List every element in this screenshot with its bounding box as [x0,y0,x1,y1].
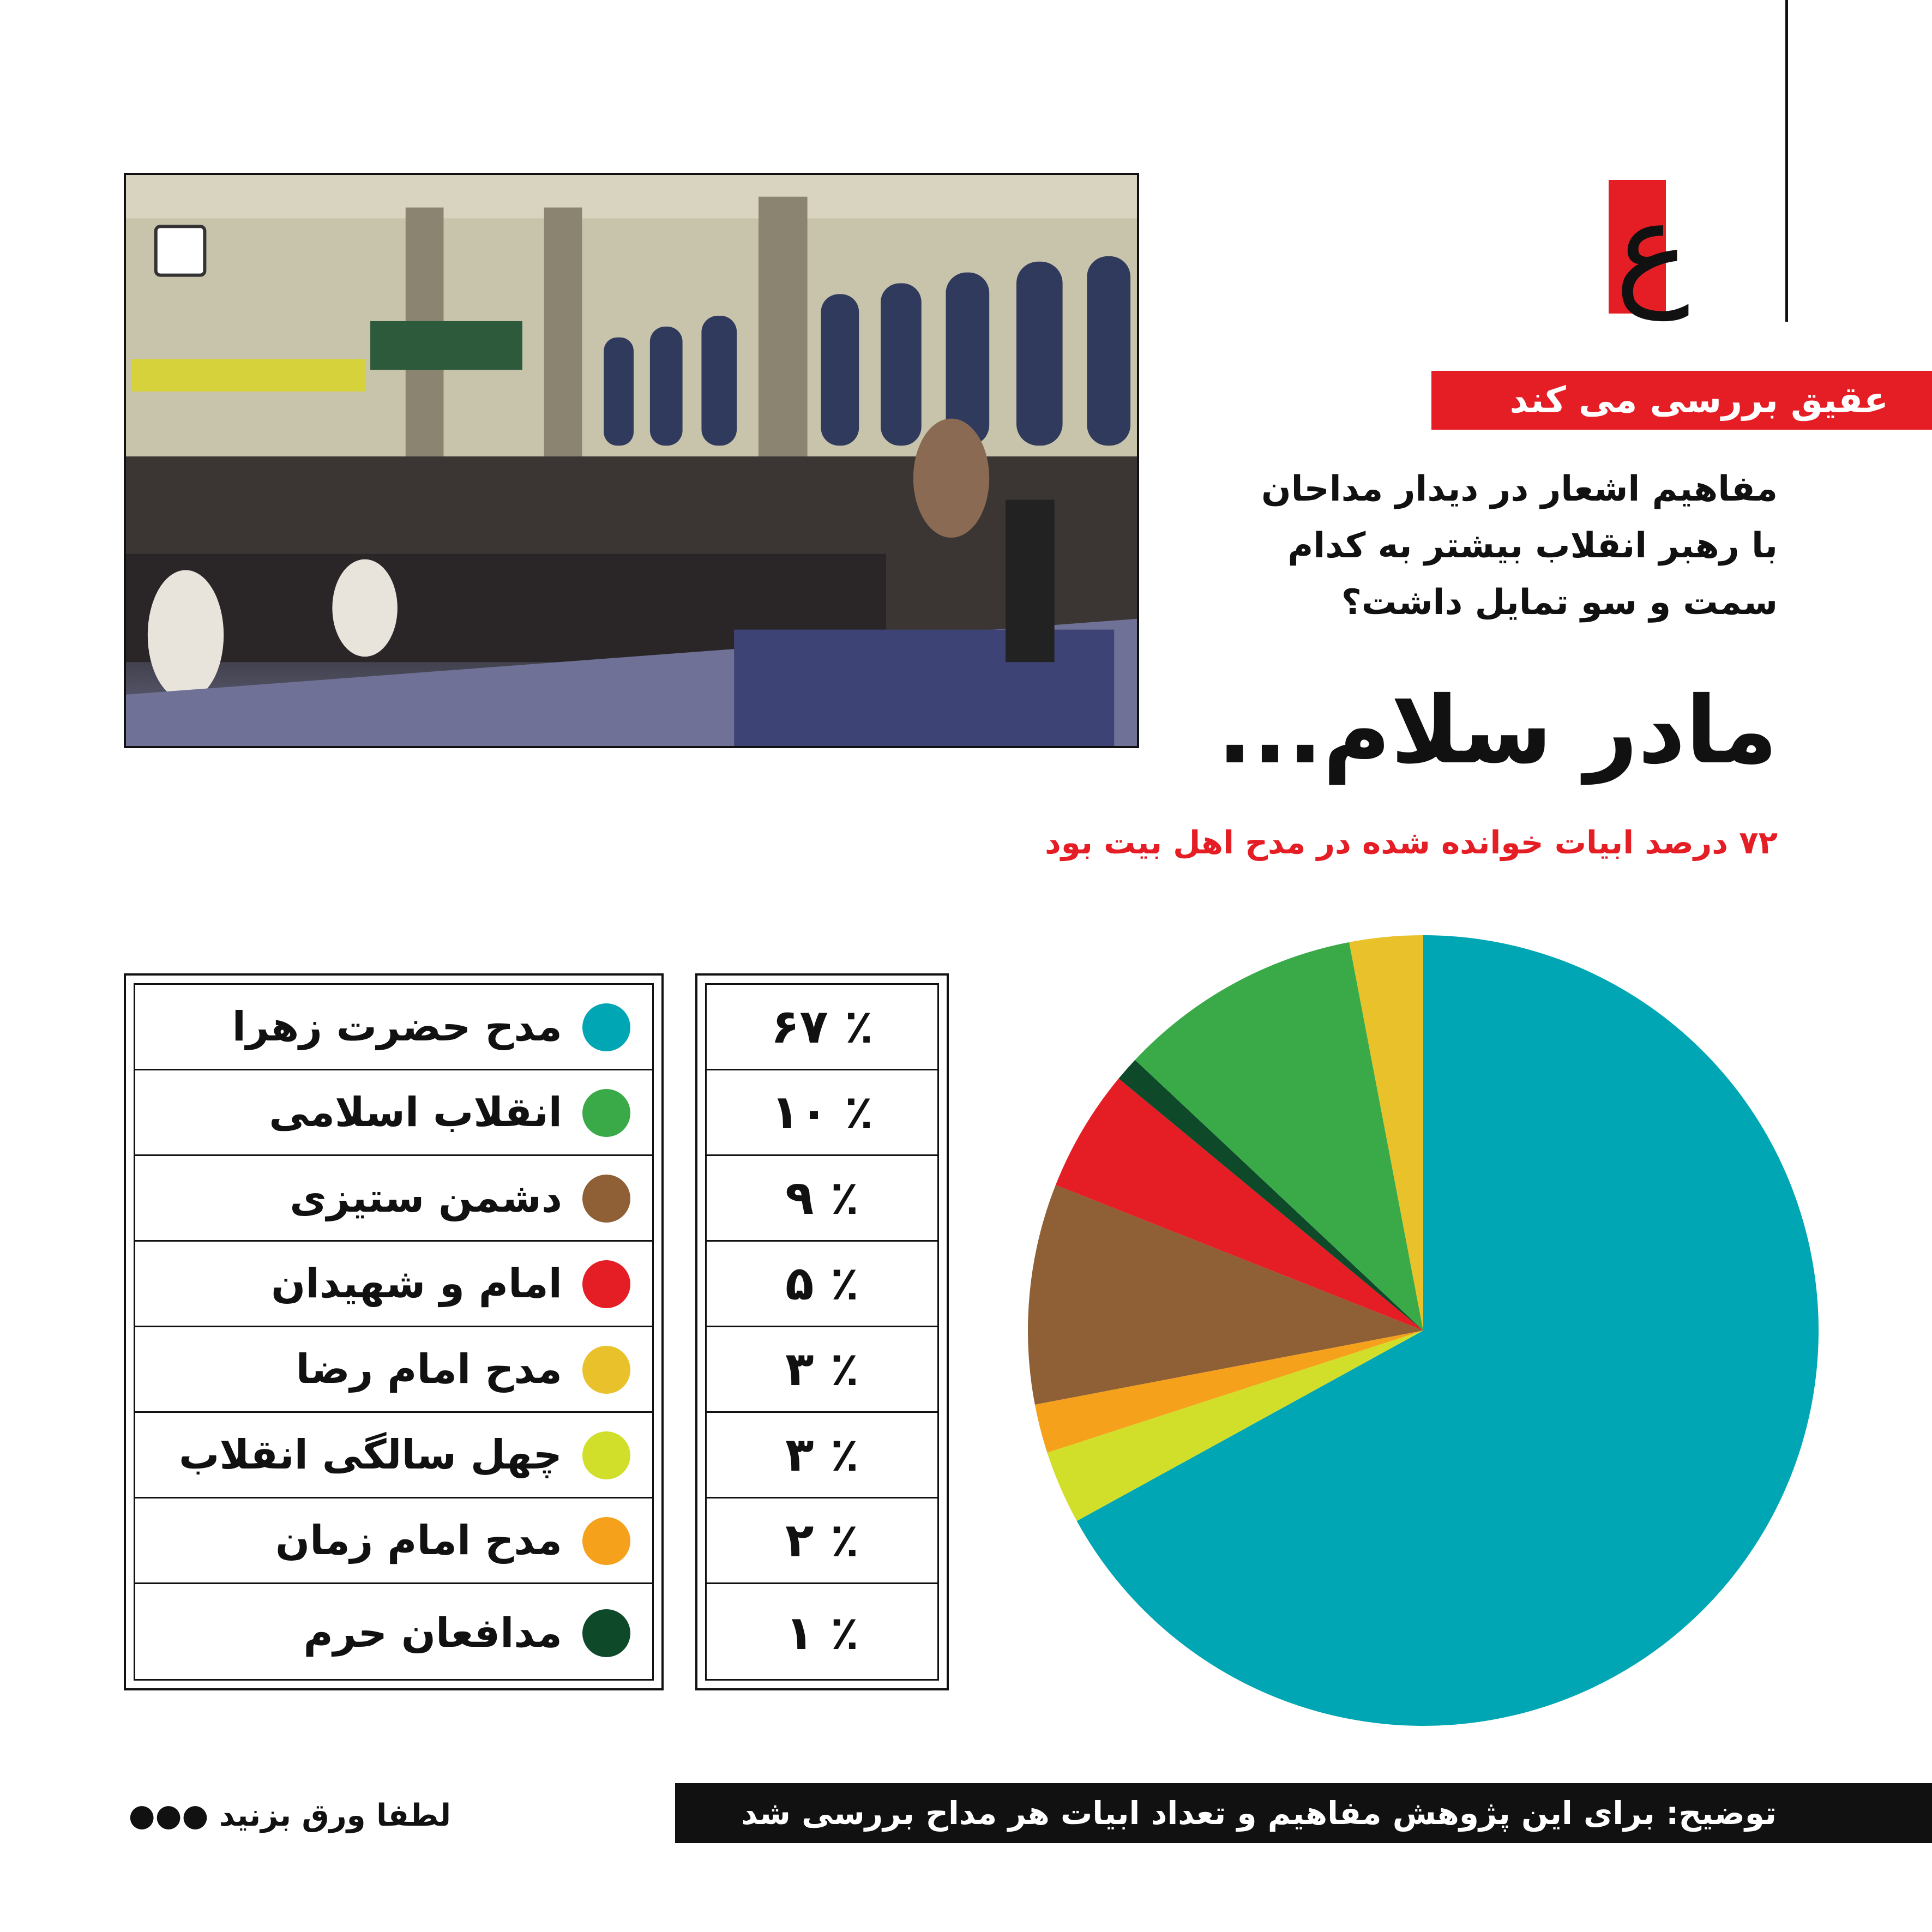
legend-row [135,1498,652,1584]
question-line: با رهبر انقلاب بیشتر به کدام [1287,526,1778,566]
legend-table-inner [134,983,654,1681]
footnote-bar: توضیح: برای این پژوهش مفاهیم و تعداد ابیات هر مداح بررسی شد [675,1783,1932,1843]
logo-mark: ﻉ [1615,175,1690,321]
legend-row [135,1156,652,1242]
legend-color-dot [582,1609,630,1657]
pie-chart [1028,935,1819,1726]
legend-color-dot [582,1346,630,1394]
value-label: ٪ ۶۷ [771,1000,874,1054]
legend-row [135,1327,652,1413]
legend-label: مدح امام زمان [275,1517,562,1564]
top-divider [1785,0,1788,322]
turn-page-hint: لطفا ورق بزنید ●●● [128,1798,451,1833]
question-line: سمت و سو تمایل داشت؟ [1341,582,1778,623]
value-row [707,1327,937,1413]
value-label: ٪ ۱ [785,1606,859,1660]
legend-label: مدح حضرت زهرا [232,1003,562,1050]
value-table [695,973,949,1690]
legend-row [135,1242,652,1327]
legend-label: مدافعان حرم [303,1610,562,1657]
legend-row [135,985,652,1070]
legend-label: انقلاب اسلامی [269,1089,562,1136]
legend-row [135,1584,652,1682]
value-row [707,1584,937,1682]
brand-logo [1521,174,1783,322]
value-label: ٪ ۹ [785,1171,859,1225]
value-row [707,985,937,1070]
photo-illustration [126,175,1137,746]
section-banner: عقیق بررسی می کند [1431,371,1932,430]
legend-label: دشمن ستیزی [290,1175,562,1221]
gathering-photo [124,173,1139,748]
legend-label: چهل سالگی انقلاب [179,1431,562,1478]
question-text [1232,461,1778,631]
headline: مادر سلام... [1217,677,1778,785]
legend-label: امام و شهیدان [271,1260,562,1307]
legend-row [135,1070,652,1156]
legend-label: مدح امام رضا [296,1346,562,1393]
value-row [707,1070,937,1156]
value-label: ٪ ۳ [785,1342,859,1397]
legend-color-dot [582,1089,630,1137]
legend-color-dot [582,1175,630,1223]
question-line: مفاهیم اشعار در دیدار مداحان [1261,469,1778,509]
legend-table [124,973,664,1690]
value-label: ٪ ۳ [785,1428,859,1482]
subhead: ۷۲ درصد ابیات خوانده شده در مدح اهل بیت بود [1045,824,1778,861]
value-label: ٪ ۲ [785,1513,859,1568]
value-label: ٪ ۱۰ [771,1085,874,1140]
value-label: ٪ ۵ [785,1256,859,1311]
legend-color-dot [582,1003,630,1051]
legend-row [135,1413,652,1498]
value-row [707,1242,937,1327]
value-row [707,1156,937,1242]
value-row [707,1498,937,1584]
legend-color-dot [582,1431,630,1479]
legend-color-dot [582,1260,630,1308]
value-row [707,1413,937,1498]
legend-color-dot [582,1517,630,1565]
value-table-inner [705,983,939,1681]
